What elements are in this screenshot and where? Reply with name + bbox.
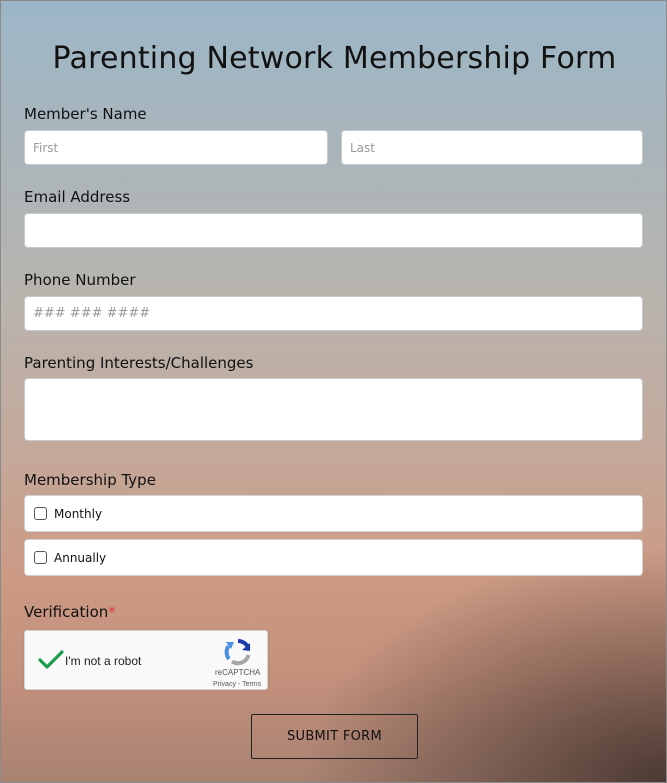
recaptcha-widget <box>24 630 268 690</box>
last-name-input[interactable] <box>341 130 643 165</box>
option-label-annually: Annually <box>54 550 107 565</box>
recaptcha-links <box>213 681 261 688</box>
email-input[interactable] <box>24 213 643 248</box>
email-label: Email Address <box>24 188 131 206</box>
checkbox-monthly[interactable] <box>34 507 47 520</box>
checkbox-annually[interactable] <box>34 551 47 564</box>
form-title: Parenting Network Membership Form <box>52 41 617 76</box>
membership-type-label: Membership Type <box>24 471 156 489</box>
link-separator: - <box>235 681 243 688</box>
interests-label: Parenting Interests/Challenges <box>24 354 254 372</box>
membership-option-annually[interactable] <box>24 539 643 576</box>
verification-label <box>24 603 116 621</box>
membership-option-monthly[interactable] <box>24 495 643 532</box>
member-name-label: Member's Name <box>24 105 147 123</box>
captcha-label: I'm not a robot <box>65 654 142 668</box>
first-name-input[interactable] <box>24 130 328 165</box>
option-label-monthly: Monthly <box>54 506 103 521</box>
terms-link[interactable]: Terms <box>242 681 262 688</box>
interests-textarea[interactable] <box>24 378 643 441</box>
recaptcha-brand: reCAPTCHA <box>215 668 261 677</box>
submit-form-button[interactable]: SUBMIT FORM <box>251 714 418 759</box>
required-marker: * <box>108 603 116 621</box>
phone-label: Phone Number <box>24 271 136 289</box>
recaptcha-logo-icon <box>224 638 252 666</box>
verification-label-text: Verification <box>24 603 109 621</box>
privacy-link[interactable]: Privacy <box>213 681 236 688</box>
phone-input[interactable] <box>24 296 643 331</box>
